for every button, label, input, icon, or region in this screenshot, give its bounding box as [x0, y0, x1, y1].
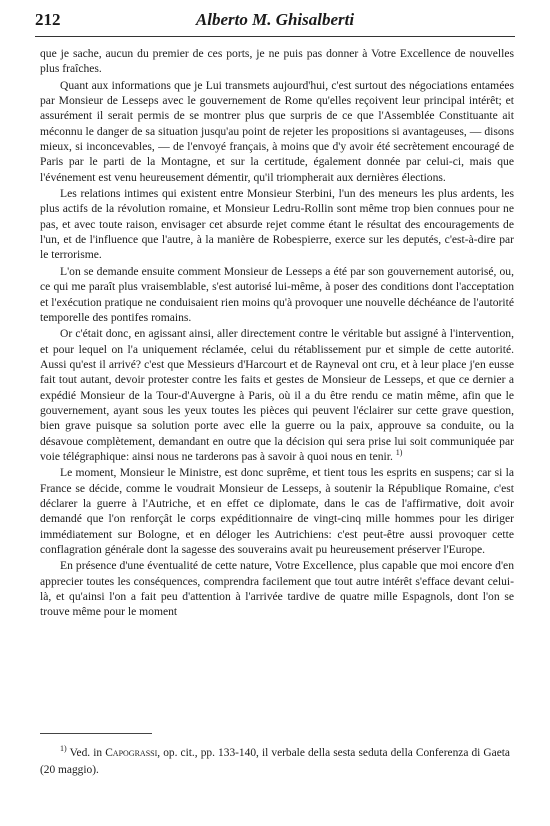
paragraph [40, 78, 514, 185]
paragraph-text: que je sache, aucun du premier de ces ports, je ne puis pas donner à Votre Excellence de nouvelles plus fraîches. [40, 47, 514, 76]
paragraph [40, 465, 514, 557]
paragraph-text: Quant aux informations que je Lui transmets aujourd'hui, c'est surtout des négociations entamées par Monsieur de Lesseps avec le gouvernement de Rome qu'elles reçoivent leur principal intérêt; et assurément il serait permis de se montrer plus que surpris de ce que l'Assemblée Constituante ait méconnu le danger de sa situation jusqu'au point de rejeter les propositions si avantageuses, — disons mieux, si inconcevables, — de l'envoyé français, à moins que d'y avoir été secrètement encouragé de Paris par le parti de la Montagne, et sur la certitude, également donnée par celui-ci, mais que l'événement est venu heureusement démentir, qu'il triompherait aux dernières élections. [40, 78, 514, 184]
footnote-marker: 1) [395, 448, 403, 458]
paragraph-text: Le moment, Monsieur le Ministre, est donc suprême, et tient tous les esprits en suspens; car si la France se décide, comme le voudrait Monsieur de Lesseps, à soutenir la République Romaine, c'est déclarer la guerre à l'Autriche, et en effet ce diplomate, dans le cas de l'affirmative, doit avoir demandé que l'on renforçât le corps expéditionnaire de vingt-cinq mille hommes pour les diriger immédiatement sur Bologne, et en déloger les Autrichiens: c'est peut-être aussi provoquer cette conflagration générale dont la sagesse des souverains avait pu heureusement préserver l'Europe. [40, 466, 514, 556]
paragraph [40, 558, 514, 619]
footnote-author: Capograssi [105, 747, 158, 759]
paragraph-text: Or c'était donc, en agissant ainsi, aller directement contre le véritable but assigné à l'intervention, et pour lequel on l'a uniquement réclamée, celui du rétablissement pur et simple de cette autorité. Aussi qu'est il arrivé? c'est que Messieurs d'Harcourt et de Rayneval ont cru, et à leur place j'en eusse fait tout autant, devoir protester contre les faits et gestes de Monsieur de Lesseps, et que ce dernier a expédié Monsieur de la Tour-d'Auvergne à Paris, où il a du être rendu ce matin même, afin que le gouvernement, ayant sous les yeux toutes les pièces qui peuvent l'éclairer sur cette grave question, bien grave puisque sa solution porte avec elle la guerre ou la paix, approuve sa conduite, ou la désavoue complètement, demandant en outre que la décision qui sera prise lui soit communiquée par voie télégraphique: ainsi nous ne tarderons pas à savoir à quoi nous en tenir. [40, 327, 514, 463]
page-number: 212 [35, 10, 61, 29]
footnote-text-before: Ved. in [69, 747, 103, 759]
paragraph [40, 186, 514, 263]
running-title: Alberto M. Ghisalberti [195, 10, 355, 29]
page-header [35, 10, 515, 34]
paragraph-text: Les relations intimes qui existent entre Monsieur Sterbini, l'un des meneurs les plus ardents, les plus actifs de la révolution romaine, et Monsieur Ledru-Rollin sont même trop bien connues pour ne pas, et avec toute raison, envisager cet absurde rejet comme étant le résultat des encouragements de l'un, et de l'influence que l'autre, à la manière de Robespierre, exerce sur les deputés, c'est-à-dire par le terrorisme. [40, 187, 514, 262]
header-rule [35, 36, 515, 37]
paragraph [40, 326, 514, 464]
paragraph-text: En présence d'une éventualité de cette nature, Votre Excellence, plus capable que moi encore d'en apprecier toutes les conséquences, comprendra facilement que tout autre intérêt s'efface devant celui-là, et qu'ainsi l'on a fait peu d'attention à l'arrivée tardive de quatre mille Espagnols, dont l'on se trouve même pour le moment [40, 559, 514, 619]
paragraph [40, 264, 514, 325]
footnote-rule [40, 733, 152, 734]
footnote [40, 745, 510, 779]
body-text [40, 46, 514, 620]
footnote-text-after: , op. cit., pp. 133-140, il verbale della sesta seduta della Conferenza di Gaeta (20 maggio). [40, 747, 510, 776]
paragraph-text: L'on se demande ensuite comment Monsieur de Lesseps a été par son gouvernement autorisé, ou, ce qui me paraît plus vraisemblable, s'est autorisé lui-même, à poser des conditions dont l'acceptation et l'exécution pratique ne conduisaient rien moins qu'à provoquer une nouvelle déchéance de l'autorité temporelle des pontifes romains. [40, 264, 514, 324]
paragraph [40, 46, 514, 77]
footnote-number: 1) [60, 744, 67, 754]
